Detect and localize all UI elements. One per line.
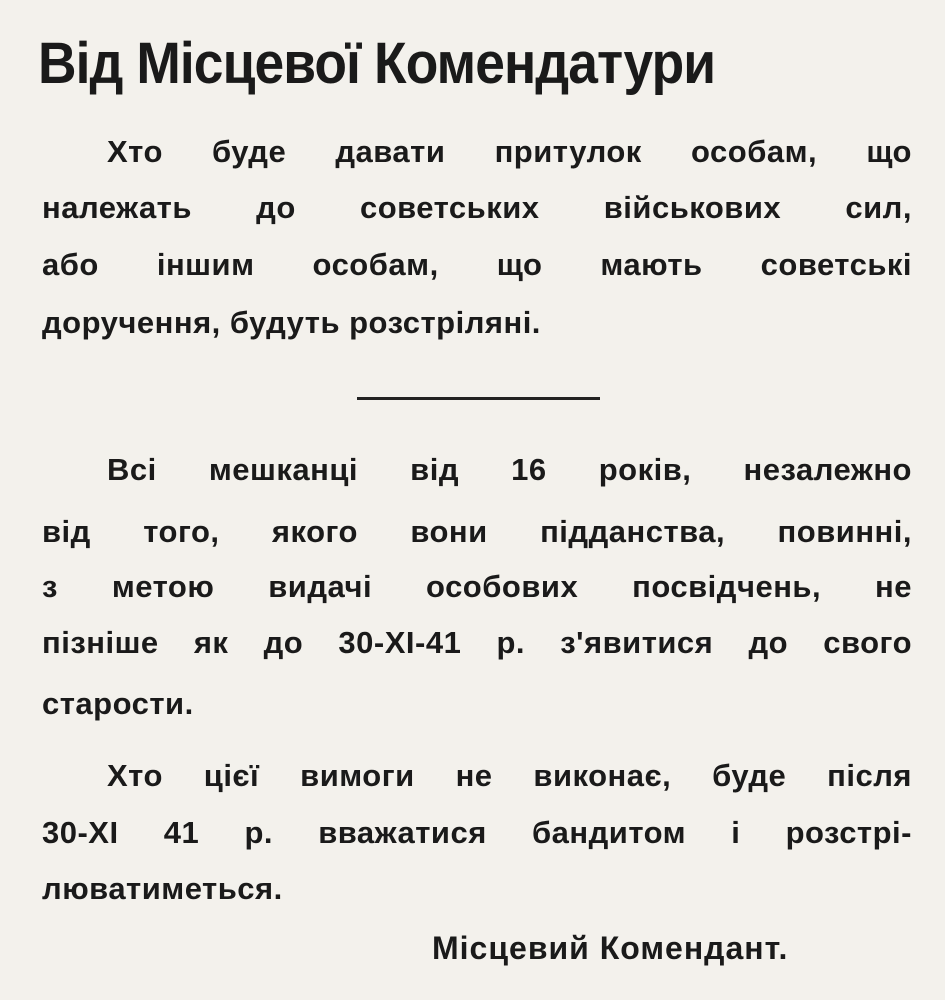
text-line: люватиметься. <box>42 871 283 906</box>
text-line: Хто цієї вимоги не виконає, буде після <box>107 758 912 793</box>
text-line: 30-XI 41 р. вважатися бандитом і розстрі- <box>42 815 912 850</box>
text-line: з метою видачі особових посвідчень, не <box>42 569 912 604</box>
text-line: доручення, будуть розстріляні. <box>42 305 541 340</box>
text-line: від того, якого вони підданства, повинні, <box>42 514 912 549</box>
text-line: пізніше як до 30-XI-41 р. з'явитися до свого <box>42 625 912 660</box>
signature: Місцевий Комендант. <box>432 930 789 966</box>
text-line: Хто буде давати притулок особам, що <box>107 134 912 169</box>
text-line: старости. <box>42 686 194 721</box>
divider-rule <box>357 397 600 400</box>
text-line: або іншим особам, що мають советські <box>42 247 912 282</box>
page-title: Від Місцевої Комендатури <box>38 31 716 96</box>
text-line: належать до советських військових сил, <box>42 190 912 225</box>
text-line: Всі мешканці від 16 років, незалежно <box>107 452 912 487</box>
